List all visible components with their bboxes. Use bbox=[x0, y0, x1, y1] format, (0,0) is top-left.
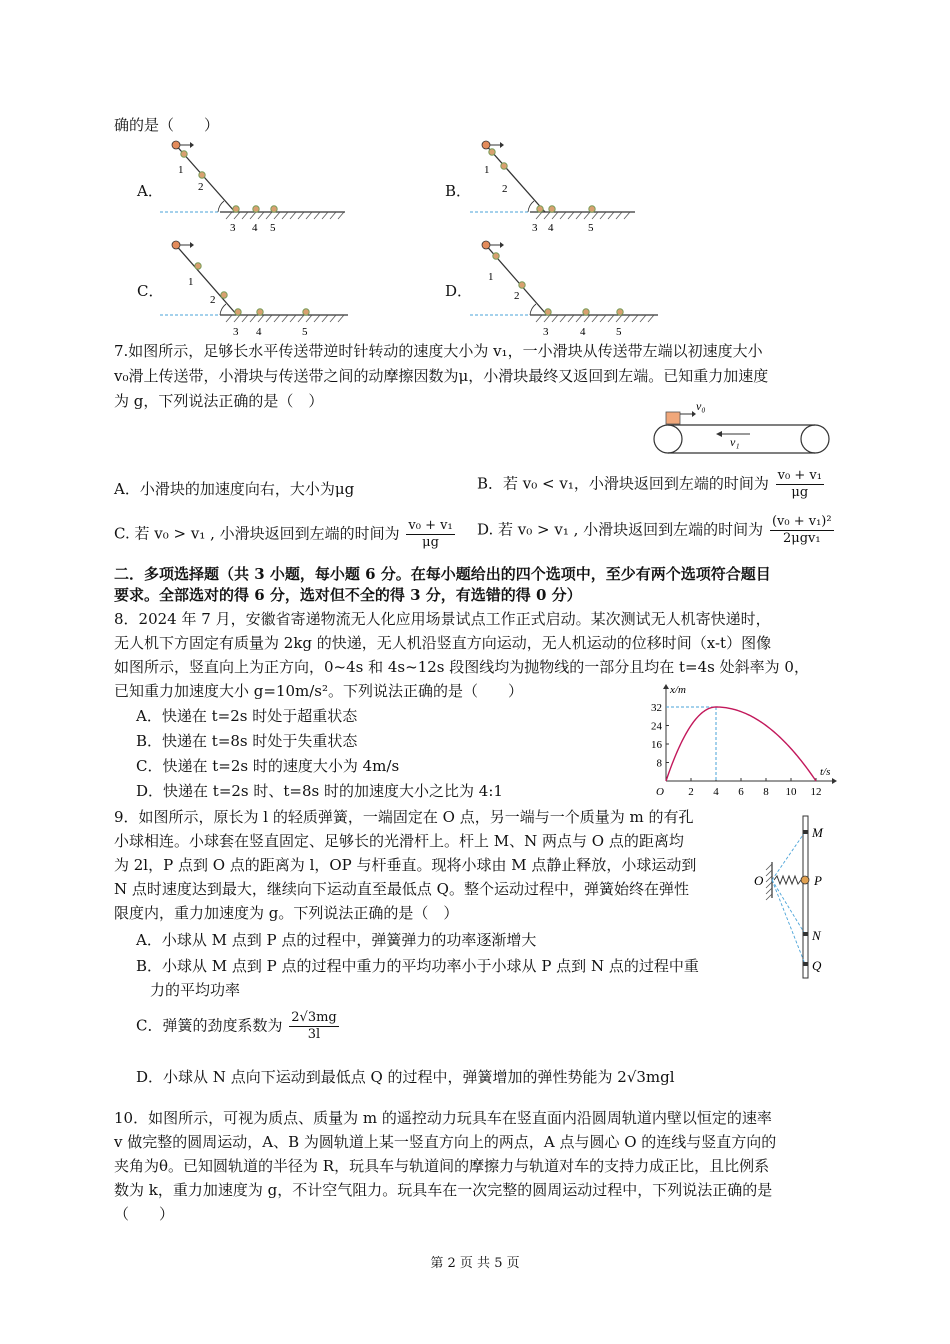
q7-option-d-text: D. 若 v₀ > v₁ , 小滑块返回到左端的时间为 bbox=[477, 520, 764, 539]
q9-stem-line3: 为 2l，P 点到 O 点的距离为 l，OP 与杆垂直。现将小球由 M 点静止释放，小球运动到 bbox=[114, 856, 697, 874]
q10-stem-line3: 夹角为θ。已知圆轨道的半径为 R，玩具车与轨道间的摩擦力与轨道对车的支持力成正比，且比例系 bbox=[114, 1157, 770, 1175]
q9-option-b-line1: B．小球从 M 点到 P 点的过程中重力的平均功率小于小球从 P 点到 N 点的过程中重 bbox=[136, 957, 699, 975]
q9-option-c-text: C．弹簧的劲度系数为 bbox=[136, 1016, 283, 1035]
section2-heading-line1: 二．多项选择题（共 3 小题，每小题 6 分。在每小题给出的四个选项中，至少有两个选项符合题目 bbox=[114, 565, 771, 583]
q8-xt-graph bbox=[640, 683, 840, 803]
q6-option-a-label: A． bbox=[137, 182, 163, 200]
point-label: 4 bbox=[580, 326, 586, 338]
page-footer: 第 2 页 共 5 页 bbox=[430, 1256, 520, 1271]
q6-stem-tail: 确的是（ ） bbox=[114, 116, 220, 134]
point-label: 2 bbox=[514, 290, 520, 302]
q6-figure-a bbox=[160, 135, 350, 235]
x-tick-label: 4 bbox=[713, 786, 719, 798]
q10-stem-line1: 10．如图所示，可视为质点、质量为 m 的遥控动力玩具车在竖直面内沿圆周轨道内壁以恒定的速率 bbox=[114, 1109, 772, 1127]
q8-stem-line3: 如图所示，竖直向上为正方向，0~4s 和 4s~12s 段图线均为抛物线的一部分且均在 t=4s 处斜率为 0， bbox=[114, 658, 809, 676]
q6-figure-c bbox=[160, 235, 350, 340]
q7-stem-line1: 7.如图所示，足够长水平传送带逆时针转动的速度大小为 v₁，一小滑块从传送带左端以初速度大小 bbox=[114, 342, 763, 360]
q7-option-b-fraction bbox=[776, 468, 824, 501]
q8-stem-line1: 8．2024 年 7 月，安徽省寄递物流无人化应用场景试点工作正式启动。某次测试无人机寄快递时， bbox=[114, 610, 771, 628]
q7-option-c bbox=[114, 518, 457, 551]
point-label: 3 bbox=[543, 326, 549, 338]
q9-option-c-fraction bbox=[289, 1010, 338, 1043]
fraction-numerator: v₀ + v₁ bbox=[408, 518, 453, 533]
q8-option-a: A．快递在 t=2s 时处于超重状态 bbox=[136, 707, 358, 725]
v0-label: v₀ bbox=[696, 399, 706, 413]
point-label: 1 bbox=[178, 164, 184, 176]
q6-figure-d bbox=[470, 235, 660, 340]
x-tick-label: 2 bbox=[688, 786, 694, 798]
q6-option-b-label: B． bbox=[445, 182, 472, 200]
q9-spring-figure bbox=[752, 812, 832, 982]
q7-stem-line2: v₀滑上传送带，小滑块与传送带之间的动摩擦因数为μ，小滑块最终又返回到左端。已知重力加速度 bbox=[114, 367, 769, 385]
q9-option-c bbox=[136, 1010, 341, 1043]
q10-stem-line2: v 做完整的圆周运动，A、B 为圆轨道上某一竖直方向上的两点，A 点与圆心 O 的连线与竖直方向的 bbox=[114, 1133, 777, 1151]
point-label: 1 bbox=[188, 276, 194, 288]
q9-stem-line1: 9．如图所示，原长为 l 的轻质弹簧，一端固定在 O 点，另一端与一个质量为 m 的有孔 bbox=[114, 808, 694, 826]
q8-option-c: C．快递在 t=2s 时的速度大小为 4m/s bbox=[136, 757, 400, 775]
x-tick-label: 12 bbox=[810, 786, 822, 798]
y-tick-label: 24 bbox=[651, 720, 662, 733]
v1-label: v₁ bbox=[730, 435, 740, 449]
q9-stem-line5: 限度内，重力加速度为 g。下列说法正确的是（ ） bbox=[114, 904, 459, 922]
q8-stem-line2: 无人机下方固定有质量为 2kg 的快递，无人机沿竖直方向运动，无人机运动的位移时间（x-t）图像 bbox=[114, 634, 772, 652]
q9-option-d: D．小球从 N 点向下运动到最低点 Q 的过程中，弹簧增加的弹性势能为 2√3mgl bbox=[136, 1068, 675, 1086]
xt-curve bbox=[666, 707, 816, 781]
y-tick-label: 16 bbox=[651, 739, 662, 751]
x-axis-label: t/s bbox=[820, 766, 831, 778]
y-tick-label: 8 bbox=[656, 757, 662, 770]
q6-option-d-label: D． bbox=[445, 282, 473, 300]
fraction-denominator: μg bbox=[422, 535, 439, 550]
point-label: 2 bbox=[210, 294, 216, 306]
q8-option-b: B．快递在 t=8s 时处于失重状态 bbox=[136, 732, 358, 750]
q8-option-d: D．快递在 t=2s 时、t=8s 时的加速度大小之比为 4:1 bbox=[136, 782, 503, 800]
q9-stem-line2: 小球相连。小球套在竖直固定、足够长的光滑杆上。杆上 M、N 两点与 O 点的距离均 bbox=[114, 832, 684, 850]
y-axis-label: x/m bbox=[670, 684, 686, 696]
point-label: 1 bbox=[488, 271, 494, 283]
fraction-numerator: 2√3mg bbox=[291, 1010, 337, 1025]
point-label: 4 bbox=[256, 326, 262, 338]
q7-option-c-fraction bbox=[406, 518, 454, 551]
q7-stem-line3: 为 g，下列说法正确的是（ ） bbox=[114, 392, 324, 410]
q10-stem-line5: （ ） bbox=[114, 1205, 175, 1223]
x-tick-label: 8 bbox=[763, 786, 769, 798]
point-label: 5 bbox=[616, 326, 622, 338]
q7-option-c-text: C. 若 v₀ > v₁ , 小滑块返回到左端的时间为 bbox=[114, 524, 400, 543]
fraction-numerator: (v₀ + v₁)² bbox=[771, 514, 832, 529]
x-tick-label: 10 bbox=[785, 786, 797, 798]
fraction-numerator: v₀ + v₁ bbox=[777, 468, 822, 483]
fraction-denominator: 2μgv₁ bbox=[782, 531, 821, 546]
point-label: 3 bbox=[233, 326, 239, 338]
q8-stem-line4: 已知重力加速度大小 g=10m/s²。下列说法正确的是（ ） bbox=[114, 682, 524, 700]
section2-heading-line2: 要求。全部选对的得 6 分，选对但不全的得 3 分，有选错的得 0 分） bbox=[114, 586, 582, 604]
q7-option-d-fraction bbox=[770, 514, 834, 547]
point-q-label: Q bbox=[812, 958, 822, 973]
point-label: 4 bbox=[548, 222, 554, 234]
point-label: 4 bbox=[252, 222, 258, 234]
q7-option-b bbox=[477, 468, 826, 501]
q6-option-c-label: C． bbox=[137, 282, 164, 300]
point-p-label: P bbox=[814, 873, 822, 888]
point-label: 2 bbox=[198, 181, 204, 193]
point-label: 5 bbox=[270, 222, 276, 234]
q9-option-b-line2: 力的平均功率 bbox=[150, 981, 241, 999]
point-label: 5 bbox=[302, 326, 308, 338]
point-m-label: M bbox=[812, 825, 823, 840]
point-label: 3 bbox=[230, 222, 236, 234]
x-tick-label: 6 bbox=[738, 786, 744, 798]
y-tick-label: 32 bbox=[651, 702, 662, 714]
point-n-label: N bbox=[812, 928, 821, 943]
q7-conveyor-figure bbox=[650, 396, 835, 458]
q10-stem-line4: 数为 k，重力加速度为 g，不计空气阻力。玩具车在一次完整的圆周运动过程中，下列说法正确的是 bbox=[114, 1181, 773, 1199]
point-label: 3 bbox=[532, 222, 538, 234]
point-label: 2 bbox=[502, 183, 508, 195]
q6-figure-b bbox=[470, 135, 660, 235]
q9-stem-line4: N 点时速度达到最大，继续向下运动直至最低点 Q。整个运动过程中，弹簧始终在弹性 bbox=[114, 880, 689, 898]
q9-option-a: A．小球从 M 点到 P 点的过程中，弹簧弹力的功率逐渐增大 bbox=[136, 931, 537, 949]
q7-option-d bbox=[477, 514, 836, 547]
fraction-denominator: μg bbox=[791, 485, 809, 500]
fraction-denominator: 3l bbox=[307, 1027, 321, 1042]
q7-option-b-text: B．若 v₀ < v₁，小滑块返回到左端的时间为 bbox=[477, 474, 769, 493]
point-label: 1 bbox=[484, 164, 490, 176]
origin-label: O bbox=[656, 786, 664, 798]
q7-option-a: A．小滑块的加速度向右，大小为μg bbox=[114, 480, 355, 498]
point-o-label: O bbox=[754, 873, 764, 888]
point-label: 5 bbox=[588, 222, 594, 234]
